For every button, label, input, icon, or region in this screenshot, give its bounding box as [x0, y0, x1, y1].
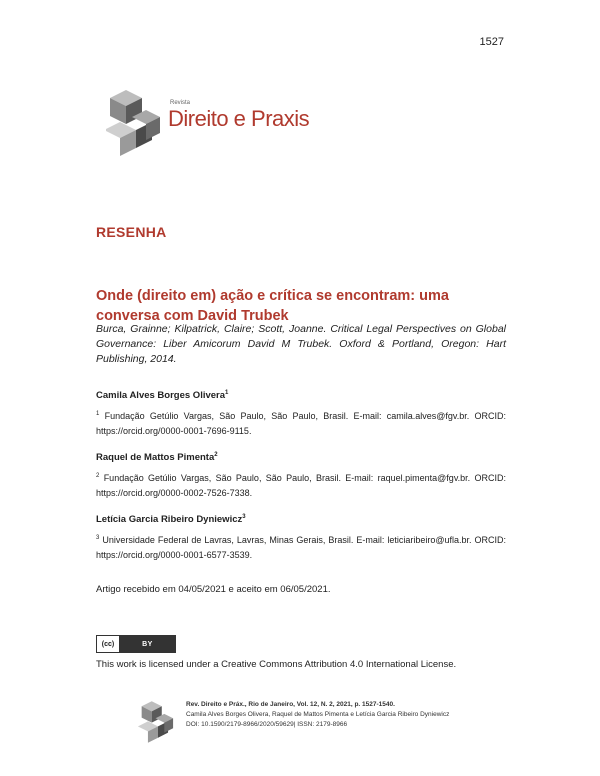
author-block-2 [96, 452, 506, 501]
author-affiliation: $^1$ Fundação Getúlio Vargas, São Paulo, São Paulo, Brasil. E-mail: camila.alves@fgv.br. ORCID: https://orcid.org/0000-0001-7696-9115. [96, 411, 506, 437]
by-label: BY [120, 636, 175, 652]
article-title: Onde (direito em) ação e crítica se encontram: uma conversa com David Trubek [96, 288, 449, 324]
author-name: Camila Alves Borges Olivera$^1$ [96, 390, 229, 402]
book-reference: Burca, Grainne; Kilpatrick, Claire; Scott, Joanne. Critical Legal Perspectives on Global Governance: Liber Amicorum David M Trubek. Oxford & Portland, Oregon: Hart Publishing, 2014. [96, 323, 506, 365]
footer-citation [186, 700, 449, 730]
cc-icon: (cc) [97, 636, 120, 652]
footer-cube-logo-icon [138, 700, 178, 744]
author-block-3 [96, 514, 506, 563]
license-text: This work is licensed under a Creative Commons Attribution 4.0 International License. [96, 659, 457, 670]
received-date: Artigo recebido em 04/05/2021 e aceito em 06/05/2021. [96, 584, 331, 595]
section-label: RESENHA [96, 224, 167, 240]
logo-name: Direito e Praxis [168, 106, 310, 131]
logo-sub: Revista [170, 100, 191, 106]
journal-logo [106, 88, 310, 158]
author-affiliation: $^2$ Fundação Getúlio Vargas, São Paulo, São Paulo, Brasil. E-mail: raquel.pimenta@fgv.br. ORCID: https://orcid.org/0000-0002-7526-7338. [96, 473, 506, 499]
cube-logo-icon [106, 88, 166, 158]
page-number: 1527 [479, 36, 504, 48]
footer-doi-line: DOI: 10.1590/2179-8966/2020/59629| ISSN: 2179-8966 [186, 721, 348, 728]
author-name: Raquel de Mattos Pimenta$^2$ [96, 452, 218, 464]
author-block-1 [96, 390, 506, 439]
author-affiliation: $^3$ Universidade Federal de Lavras, Lavras, Minas Gerais, Brasil. E-mail: leticiaribeiro@ufla.br. ORCID: https://orcid.org/0000-0001-6577-3539. [96, 535, 506, 561]
cc-by-badge[interactable] [96, 635, 176, 653]
footer-authors-line: Camila Alves Borges Olivera, Raquel de Mattos Pimenta e Letícia Garcia Ribeiro Dyniewicz [186, 711, 450, 718]
footer-journal-line: Rev. Direito e Práx., Rio de Janeiro, Vol. 12, N. 2, 2021, p. 1527-1540. [186, 701, 395, 708]
author-name: Letícia Garcia Ribeiro Dyniewicz$^3$ [96, 514, 246, 526]
